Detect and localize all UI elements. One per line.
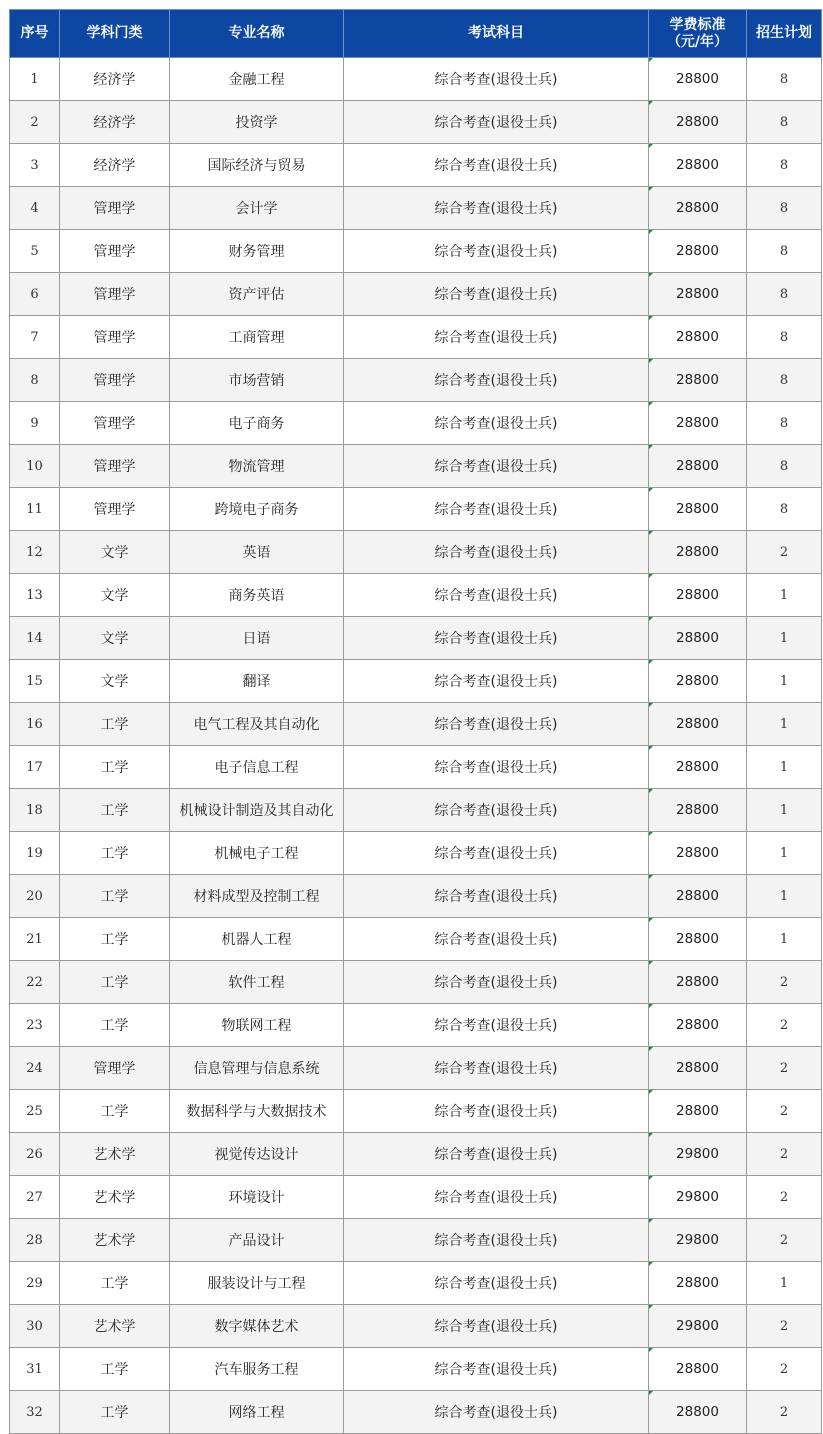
cell-major: 服装设计与工程 <box>170 1262 344 1305</box>
cell-category: 工学 <box>60 961 170 1004</box>
cell-no: 28 <box>10 1219 60 1262</box>
cell-major: 机械电子工程 <box>170 832 344 875</box>
cell-plan: 2 <box>747 1348 822 1391</box>
cell-category: 文学 <box>60 531 170 574</box>
cell-plan: 8 <box>747 187 822 230</box>
table-row <box>10 660 822 703</box>
cell-major: 金融工程 <box>170 58 344 101</box>
table-row <box>10 316 822 359</box>
cell-plan: 1 <box>747 789 822 832</box>
cell-category: 文学 <box>60 660 170 703</box>
cell-exam: 综合考查(退役士兵) <box>344 746 649 789</box>
cell-no: 16 <box>10 703 60 746</box>
cell-category: 管理学 <box>60 359 170 402</box>
table-row <box>10 58 822 101</box>
header-fee-line2: （元/年） <box>666 33 729 50</box>
cell-major: 材料成型及控制工程 <box>170 875 344 918</box>
cell-fee: 28800 <box>649 488 747 531</box>
cell-exam: 综合考查(退役士兵) <box>344 789 649 832</box>
table-row <box>10 1176 822 1219</box>
cell-plan: 1 <box>747 875 822 918</box>
header-exam: 考试科目 <box>344 10 649 58</box>
cell-plan: 2 <box>747 961 822 1004</box>
cell-fee: 28800 <box>649 402 747 445</box>
cell-exam: 综合考查(退役士兵) <box>344 230 649 273</box>
cell-plan: 2 <box>747 1391 822 1434</box>
table-row <box>10 187 822 230</box>
cell-exam: 综合考查(退役士兵) <box>344 918 649 961</box>
table-body <box>10 58 822 1434</box>
cell-major: 财务管理 <box>170 230 344 273</box>
cell-no: 21 <box>10 918 60 961</box>
cell-fee: 28800 <box>649 273 747 316</box>
cell-category: 工学 <box>60 1004 170 1047</box>
cell-major: 电气工程及其自动化 <box>170 703 344 746</box>
cell-plan: 8 <box>747 445 822 488</box>
table-row <box>10 1305 822 1348</box>
cell-no: 13 <box>10 574 60 617</box>
cell-fee: 28800 <box>649 316 747 359</box>
cell-fee: 28800 <box>649 660 747 703</box>
cell-category: 工学 <box>60 1348 170 1391</box>
cell-fee: 28800 <box>649 1047 747 1090</box>
cell-fee: 28800 <box>649 1262 747 1305</box>
table-row <box>10 1047 822 1090</box>
cell-major: 资产评估 <box>170 273 344 316</box>
table-row <box>10 273 822 316</box>
cell-plan: 8 <box>747 58 822 101</box>
cell-fee: 28800 <box>649 1004 747 1047</box>
header-no: 序号 <box>10 10 60 58</box>
table-row <box>10 101 822 144</box>
table-row <box>10 1391 822 1434</box>
cell-no: 1 <box>10 58 60 101</box>
cell-exam: 综合考查(退役士兵) <box>344 316 649 359</box>
table-row <box>10 402 822 445</box>
cell-plan: 8 <box>747 101 822 144</box>
cell-plan: 1 <box>747 746 822 789</box>
cell-plan: 2 <box>747 1305 822 1348</box>
cell-category: 工学 <box>60 1262 170 1305</box>
cell-exam: 综合考查(退役士兵) <box>344 1090 649 1133</box>
cell-plan: 2 <box>747 1176 822 1219</box>
cell-no: 7 <box>10 316 60 359</box>
cell-plan: 8 <box>747 488 822 531</box>
cell-major: 商务英语 <box>170 574 344 617</box>
cell-fee: 28800 <box>649 875 747 918</box>
cell-plan: 8 <box>747 316 822 359</box>
cell-no: 3 <box>10 144 60 187</box>
cell-no: 12 <box>10 531 60 574</box>
cell-exam: 综合考查(退役士兵) <box>344 1004 649 1047</box>
table-row <box>10 1004 822 1047</box>
table-row <box>10 1133 822 1176</box>
cell-no: 22 <box>10 961 60 1004</box>
cell-major: 汽车服务工程 <box>170 1348 344 1391</box>
cell-major: 物联网工程 <box>170 1004 344 1047</box>
cell-fee: 28800 <box>649 617 747 660</box>
cell-fee: 28800 <box>649 789 747 832</box>
cell-fee: 28800 <box>649 1090 747 1133</box>
table-row <box>10 1090 822 1133</box>
cell-category: 管理学 <box>60 187 170 230</box>
cell-no: 29 <box>10 1262 60 1305</box>
cell-exam: 综合考查(退役士兵) <box>344 1047 649 1090</box>
cell-category: 工学 <box>60 875 170 918</box>
cell-category: 工学 <box>60 746 170 789</box>
table-header-row <box>10 10 822 58</box>
header-major: 专业名称 <box>170 10 344 58</box>
cell-fee: 28800 <box>649 703 747 746</box>
cell-major: 软件工程 <box>170 961 344 1004</box>
cell-plan: 8 <box>747 144 822 187</box>
cell-fee: 28800 <box>649 1391 747 1434</box>
table-row <box>10 230 822 273</box>
enrollment-plan-table <box>9 9 822 1434</box>
cell-no: 11 <box>10 488 60 531</box>
cell-exam: 综合考查(退役士兵) <box>344 58 649 101</box>
cell-category: 经济学 <box>60 101 170 144</box>
cell-fee: 28800 <box>649 531 747 574</box>
cell-fee: 28800 <box>649 58 747 101</box>
cell-exam: 综合考查(退役士兵) <box>344 961 649 1004</box>
cell-exam: 综合考查(退役士兵) <box>344 273 649 316</box>
cell-category: 管理学 <box>60 316 170 359</box>
cell-fee: 29800 <box>649 1176 747 1219</box>
cell-no: 10 <box>10 445 60 488</box>
cell-category: 文学 <box>60 574 170 617</box>
cell-plan: 1 <box>747 832 822 875</box>
cell-no: 2 <box>10 101 60 144</box>
cell-category: 管理学 <box>60 402 170 445</box>
cell-plan: 2 <box>747 1004 822 1047</box>
cell-fee: 28800 <box>649 832 747 875</box>
cell-plan: 2 <box>747 531 822 574</box>
cell-exam: 综合考查(退役士兵) <box>344 531 649 574</box>
cell-no: 8 <box>10 359 60 402</box>
cell-no: 24 <box>10 1047 60 1090</box>
cell-fee: 28800 <box>649 187 747 230</box>
cell-no: 4 <box>10 187 60 230</box>
cell-fee: 28800 <box>649 230 747 273</box>
cell-exam: 综合考查(退役士兵) <box>344 1262 649 1305</box>
cell-fee: 28800 <box>649 746 747 789</box>
cell-fee: 28800 <box>649 918 747 961</box>
table-row <box>10 488 822 531</box>
cell-no: 27 <box>10 1176 60 1219</box>
cell-plan: 8 <box>747 359 822 402</box>
cell-major: 网络工程 <box>170 1391 344 1434</box>
table-row <box>10 875 822 918</box>
table-row <box>10 445 822 488</box>
cell-category: 管理学 <box>60 230 170 273</box>
cell-major: 工商管理 <box>170 316 344 359</box>
cell-plan: 1 <box>747 918 822 961</box>
cell-plan: 2 <box>747 1133 822 1176</box>
cell-category: 工学 <box>60 832 170 875</box>
cell-category: 工学 <box>60 918 170 961</box>
cell-plan: 1 <box>747 617 822 660</box>
cell-fee: 28800 <box>649 574 747 617</box>
cell-no: 9 <box>10 402 60 445</box>
cell-category: 艺术学 <box>60 1133 170 1176</box>
cell-plan: 1 <box>747 1262 822 1305</box>
cell-category: 管理学 <box>60 1047 170 1090</box>
table-row <box>10 1348 822 1391</box>
cell-exam: 综合考查(退役士兵) <box>344 1176 649 1219</box>
cell-exam: 综合考查(退役士兵) <box>344 101 649 144</box>
cell-category: 工学 <box>60 703 170 746</box>
cell-fee: 28800 <box>649 445 747 488</box>
header-fee-line1: 学费标准 <box>669 16 726 33</box>
cell-major: 跨境电子商务 <box>170 488 344 531</box>
cell-exam: 综合考查(退役士兵) <box>344 574 649 617</box>
cell-no: 19 <box>10 832 60 875</box>
cell-category: 工学 <box>60 1090 170 1133</box>
cell-major: 物流管理 <box>170 445 344 488</box>
cell-major: 数字媒体艺术 <box>170 1305 344 1348</box>
cell-exam: 综合考查(退役士兵) <box>344 875 649 918</box>
cell-exam: 综合考查(退役士兵) <box>344 187 649 230</box>
cell-fee: 28800 <box>649 101 747 144</box>
cell-major: 会计学 <box>170 187 344 230</box>
cell-major: 环境设计 <box>170 1176 344 1219</box>
cell-exam: 综合考查(退役士兵) <box>344 1219 649 1262</box>
cell-plan: 1 <box>747 660 822 703</box>
cell-exam: 综合考查(退役士兵) <box>344 488 649 531</box>
cell-fee: 29800 <box>649 1219 747 1262</box>
cell-plan: 8 <box>747 273 822 316</box>
cell-major: 日语 <box>170 617 344 660</box>
cell-fee: 29800 <box>649 1133 747 1176</box>
cell-category: 经济学 <box>60 58 170 101</box>
cell-plan: 2 <box>747 1047 822 1090</box>
cell-category: 工学 <box>60 1391 170 1434</box>
table-row <box>10 1262 822 1305</box>
cell-no: 32 <box>10 1391 60 1434</box>
cell-major: 市场营销 <box>170 359 344 402</box>
cell-plan: 2 <box>747 1219 822 1262</box>
cell-major: 国际经济与贸易 <box>170 144 344 187</box>
cell-major: 数据科学与大数据技术 <box>170 1090 344 1133</box>
cell-no: 5 <box>10 230 60 273</box>
table-row <box>10 617 822 660</box>
cell-fee: 28800 <box>649 961 747 1004</box>
cell-category: 工学 <box>60 789 170 832</box>
cell-exam: 综合考查(退役士兵) <box>344 359 649 402</box>
cell-exam: 综合考查(退役士兵) <box>344 832 649 875</box>
cell-no: 31 <box>10 1348 60 1391</box>
cell-major: 信息管理与信息系统 <box>170 1047 344 1090</box>
cell-category: 经济学 <box>60 144 170 187</box>
cell-major: 电子商务 <box>170 402 344 445</box>
cell-no: 6 <box>10 273 60 316</box>
cell-plan: 2 <box>747 1090 822 1133</box>
cell-major: 机械设计制造及其自动化 <box>170 789 344 832</box>
cell-exam: 综合考查(退役士兵) <box>344 660 649 703</box>
cell-major: 投资学 <box>170 101 344 144</box>
cell-major: 视觉传达设计 <box>170 1133 344 1176</box>
cell-category: 艺术学 <box>60 1176 170 1219</box>
cell-exam: 综合考查(退役士兵) <box>344 445 649 488</box>
cell-fee: 28800 <box>649 359 747 402</box>
cell-no: 23 <box>10 1004 60 1047</box>
cell-no: 15 <box>10 660 60 703</box>
cell-exam: 综合考查(退役士兵) <box>344 1348 649 1391</box>
table-row <box>10 144 822 187</box>
table-row <box>10 1219 822 1262</box>
cell-major: 产品设计 <box>170 1219 344 1262</box>
cell-category: 管理学 <box>60 273 170 316</box>
cell-fee: 29800 <box>649 1305 747 1348</box>
table-row <box>10 359 822 402</box>
cell-plan: 1 <box>747 703 822 746</box>
cell-category: 文学 <box>60 617 170 660</box>
cell-no: 14 <box>10 617 60 660</box>
cell-plan: 8 <box>747 230 822 273</box>
cell-category: 艺术学 <box>60 1219 170 1262</box>
cell-major: 翻译 <box>170 660 344 703</box>
table-row <box>10 832 822 875</box>
cell-exam: 综合考查(退役士兵) <box>344 1305 649 1348</box>
table-row <box>10 746 822 789</box>
enrollment-plan-table-container <box>9 9 821 1434</box>
cell-fee: 28800 <box>649 144 747 187</box>
cell-no: 30 <box>10 1305 60 1348</box>
cell-fee: 28800 <box>649 1348 747 1391</box>
cell-category: 艺术学 <box>60 1305 170 1348</box>
cell-exam: 综合考查(退役士兵) <box>344 144 649 187</box>
table-row <box>10 703 822 746</box>
cell-no: 20 <box>10 875 60 918</box>
cell-category: 管理学 <box>60 488 170 531</box>
cell-no: 26 <box>10 1133 60 1176</box>
cell-major: 英语 <box>170 531 344 574</box>
cell-no: 18 <box>10 789 60 832</box>
cell-category: 管理学 <box>60 445 170 488</box>
table-row <box>10 531 822 574</box>
cell-no: 17 <box>10 746 60 789</box>
cell-exam: 综合考查(退役士兵) <box>344 703 649 746</box>
table-row <box>10 789 822 832</box>
cell-major: 机器人工程 <box>170 918 344 961</box>
table-row <box>10 574 822 617</box>
cell-major: 电子信息工程 <box>170 746 344 789</box>
header-category: 学科门类 <box>60 10 170 58</box>
header-fee <box>649 10 747 58</box>
cell-exam: 综合考查(退役士兵) <box>344 1133 649 1176</box>
table-row <box>10 961 822 1004</box>
cell-plan: 1 <box>747 574 822 617</box>
table-row <box>10 918 822 961</box>
cell-exam: 综合考查(退役士兵) <box>344 617 649 660</box>
cell-exam: 综合考查(退役士兵) <box>344 402 649 445</box>
cell-plan: 8 <box>747 402 822 445</box>
header-plan: 招生计划 <box>747 10 822 58</box>
cell-no: 25 <box>10 1090 60 1133</box>
cell-exam: 综合考查(退役士兵) <box>344 1391 649 1434</box>
